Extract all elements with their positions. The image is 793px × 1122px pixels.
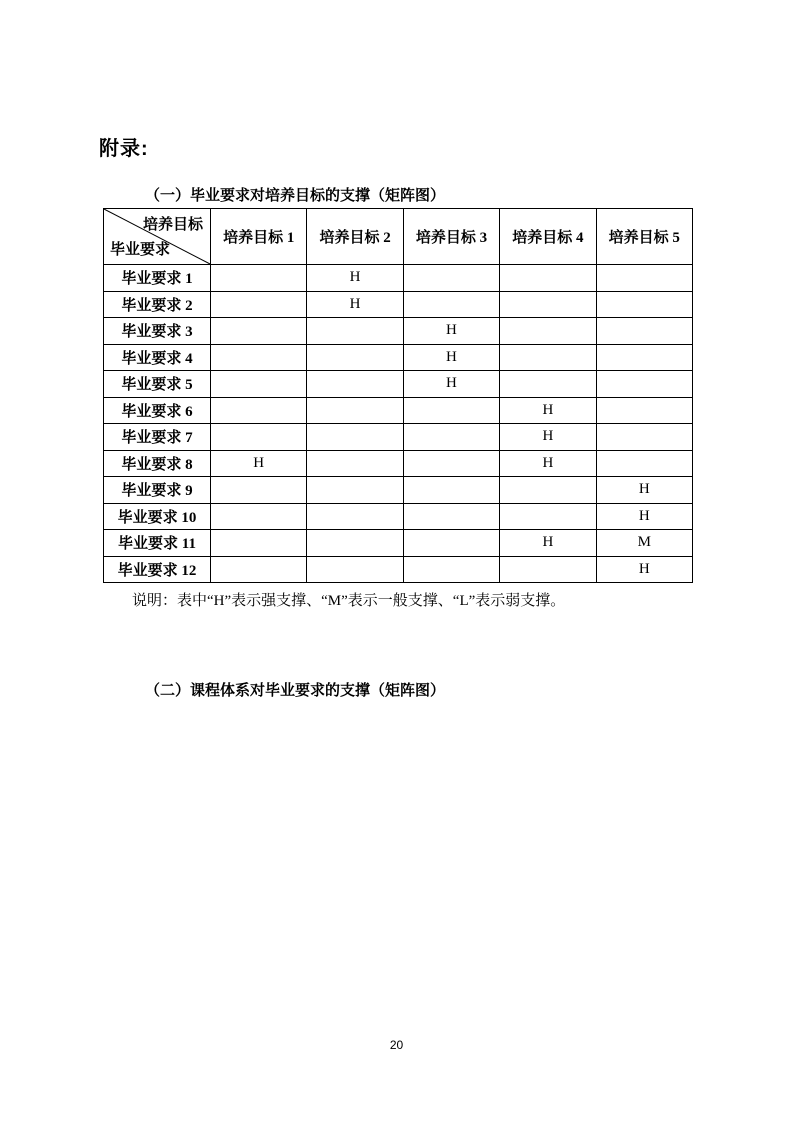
matrix-cell: H bbox=[596, 503, 692, 530]
matrix-cell bbox=[307, 530, 403, 557]
table-row bbox=[104, 424, 693, 451]
row-header: 毕业要求 3 bbox=[104, 318, 211, 345]
corner-label-objectives: 培养目标 bbox=[142, 217, 203, 233]
matrix-cell: M bbox=[596, 530, 692, 557]
corner-cell bbox=[104, 209, 211, 265]
column-header: 培养目标 5 bbox=[596, 209, 692, 265]
matrix-cell bbox=[211, 291, 307, 318]
row-header: 毕业要求 10 bbox=[104, 503, 211, 530]
matrix-cell bbox=[307, 424, 403, 451]
matrix-cell bbox=[596, 371, 692, 398]
matrix-cell bbox=[403, 450, 499, 477]
matrix-cell bbox=[596, 344, 692, 371]
table-row bbox=[104, 371, 693, 398]
matrix-cell: H bbox=[596, 556, 692, 583]
matrix-cell bbox=[403, 291, 499, 318]
matrix-cell: H bbox=[500, 530, 596, 557]
table-row bbox=[104, 450, 693, 477]
matrix-cell bbox=[403, 265, 499, 292]
matrix-cell bbox=[500, 371, 596, 398]
matrix-cell bbox=[211, 397, 307, 424]
matrix-cell bbox=[307, 318, 403, 345]
corner-label-requirements: 毕业要求 bbox=[110, 242, 171, 258]
matrix-cell bbox=[307, 477, 403, 504]
matrix-cell bbox=[211, 503, 307, 530]
matrix-cell: H bbox=[307, 265, 403, 292]
table-row bbox=[104, 397, 693, 424]
matrix-cell bbox=[211, 424, 307, 451]
matrix-note: 说明：表中“H”表示强支撑、“M”表示一般支撑、“L”表示弱支撑。 bbox=[132, 593, 566, 609]
support-matrix-table bbox=[103, 208, 693, 583]
matrix-cell bbox=[307, 556, 403, 583]
table-row bbox=[104, 265, 693, 292]
table-row bbox=[104, 530, 693, 557]
matrix-cell bbox=[596, 450, 692, 477]
column-header: 培养目标 3 bbox=[403, 209, 499, 265]
table-row bbox=[104, 556, 693, 583]
section-one-heading: （一）毕业要求对培养目标的支撑（矩阵图） bbox=[145, 188, 446, 204]
row-header: 毕业要求 9 bbox=[104, 477, 211, 504]
column-header: 培养目标 4 bbox=[500, 209, 596, 265]
matrix-cell bbox=[403, 556, 499, 583]
matrix-cell: H bbox=[500, 424, 596, 451]
row-header: 毕业要求 11 bbox=[104, 530, 211, 557]
matrix-cell: H bbox=[403, 318, 499, 345]
section-two-heading: （二）课程体系对毕业要求的支撑（矩阵图） bbox=[145, 683, 446, 699]
matrix-cell: H bbox=[403, 371, 499, 398]
row-header: 毕业要求 8 bbox=[104, 450, 211, 477]
matrix-cell bbox=[211, 318, 307, 345]
table-row bbox=[104, 291, 693, 318]
matrix-cell bbox=[596, 397, 692, 424]
matrix-cell bbox=[307, 397, 403, 424]
matrix-cell bbox=[211, 530, 307, 557]
table-row bbox=[104, 477, 693, 504]
matrix-body bbox=[104, 265, 693, 583]
column-header: 培养目标 1 bbox=[211, 209, 307, 265]
matrix-cell: H bbox=[211, 450, 307, 477]
matrix-cell bbox=[211, 477, 307, 504]
matrix-cell bbox=[403, 530, 499, 557]
row-header: 毕业要求 7 bbox=[104, 424, 211, 451]
matrix-cell bbox=[403, 477, 499, 504]
matrix-cell bbox=[500, 318, 596, 345]
row-header: 毕业要求 6 bbox=[104, 397, 211, 424]
matrix-cell bbox=[403, 397, 499, 424]
row-header: 毕业要求 2 bbox=[104, 291, 211, 318]
row-header: 毕业要求 12 bbox=[104, 556, 211, 583]
matrix-cell: H bbox=[307, 291, 403, 318]
column-header: 培养目标 2 bbox=[307, 209, 403, 265]
table-row bbox=[104, 318, 693, 345]
matrix-cell bbox=[307, 450, 403, 477]
matrix-cell bbox=[211, 344, 307, 371]
table-row bbox=[104, 503, 693, 530]
appendix-title: 附录: bbox=[99, 138, 149, 160]
matrix-cell bbox=[500, 265, 596, 292]
matrix-cell bbox=[596, 318, 692, 345]
row-header: 毕业要求 1 bbox=[104, 265, 211, 292]
matrix-cell bbox=[596, 291, 692, 318]
matrix-cell bbox=[211, 371, 307, 398]
page-number: 20 bbox=[389, 1038, 404, 1052]
matrix-cell bbox=[500, 477, 596, 504]
matrix-cell bbox=[403, 503, 499, 530]
matrix-header-row bbox=[104, 209, 693, 265]
matrix-cell bbox=[596, 265, 692, 292]
matrix-cell bbox=[403, 424, 499, 451]
matrix-cell: H bbox=[403, 344, 499, 371]
matrix-cell: H bbox=[500, 397, 596, 424]
matrix-cell bbox=[500, 503, 596, 530]
matrix-cell bbox=[596, 424, 692, 451]
matrix-cell bbox=[211, 265, 307, 292]
matrix-cell bbox=[307, 503, 403, 530]
matrix-cell: H bbox=[500, 450, 596, 477]
row-header: 毕业要求 5 bbox=[104, 371, 211, 398]
matrix-cell: H bbox=[596, 477, 692, 504]
row-header: 毕业要求 4 bbox=[104, 344, 211, 371]
matrix-cell bbox=[500, 344, 596, 371]
matrix-cell bbox=[500, 556, 596, 583]
matrix-cell bbox=[307, 371, 403, 398]
table-row bbox=[104, 344, 693, 371]
matrix-cell bbox=[211, 556, 307, 583]
matrix-cell bbox=[500, 291, 596, 318]
matrix-cell bbox=[307, 344, 403, 371]
